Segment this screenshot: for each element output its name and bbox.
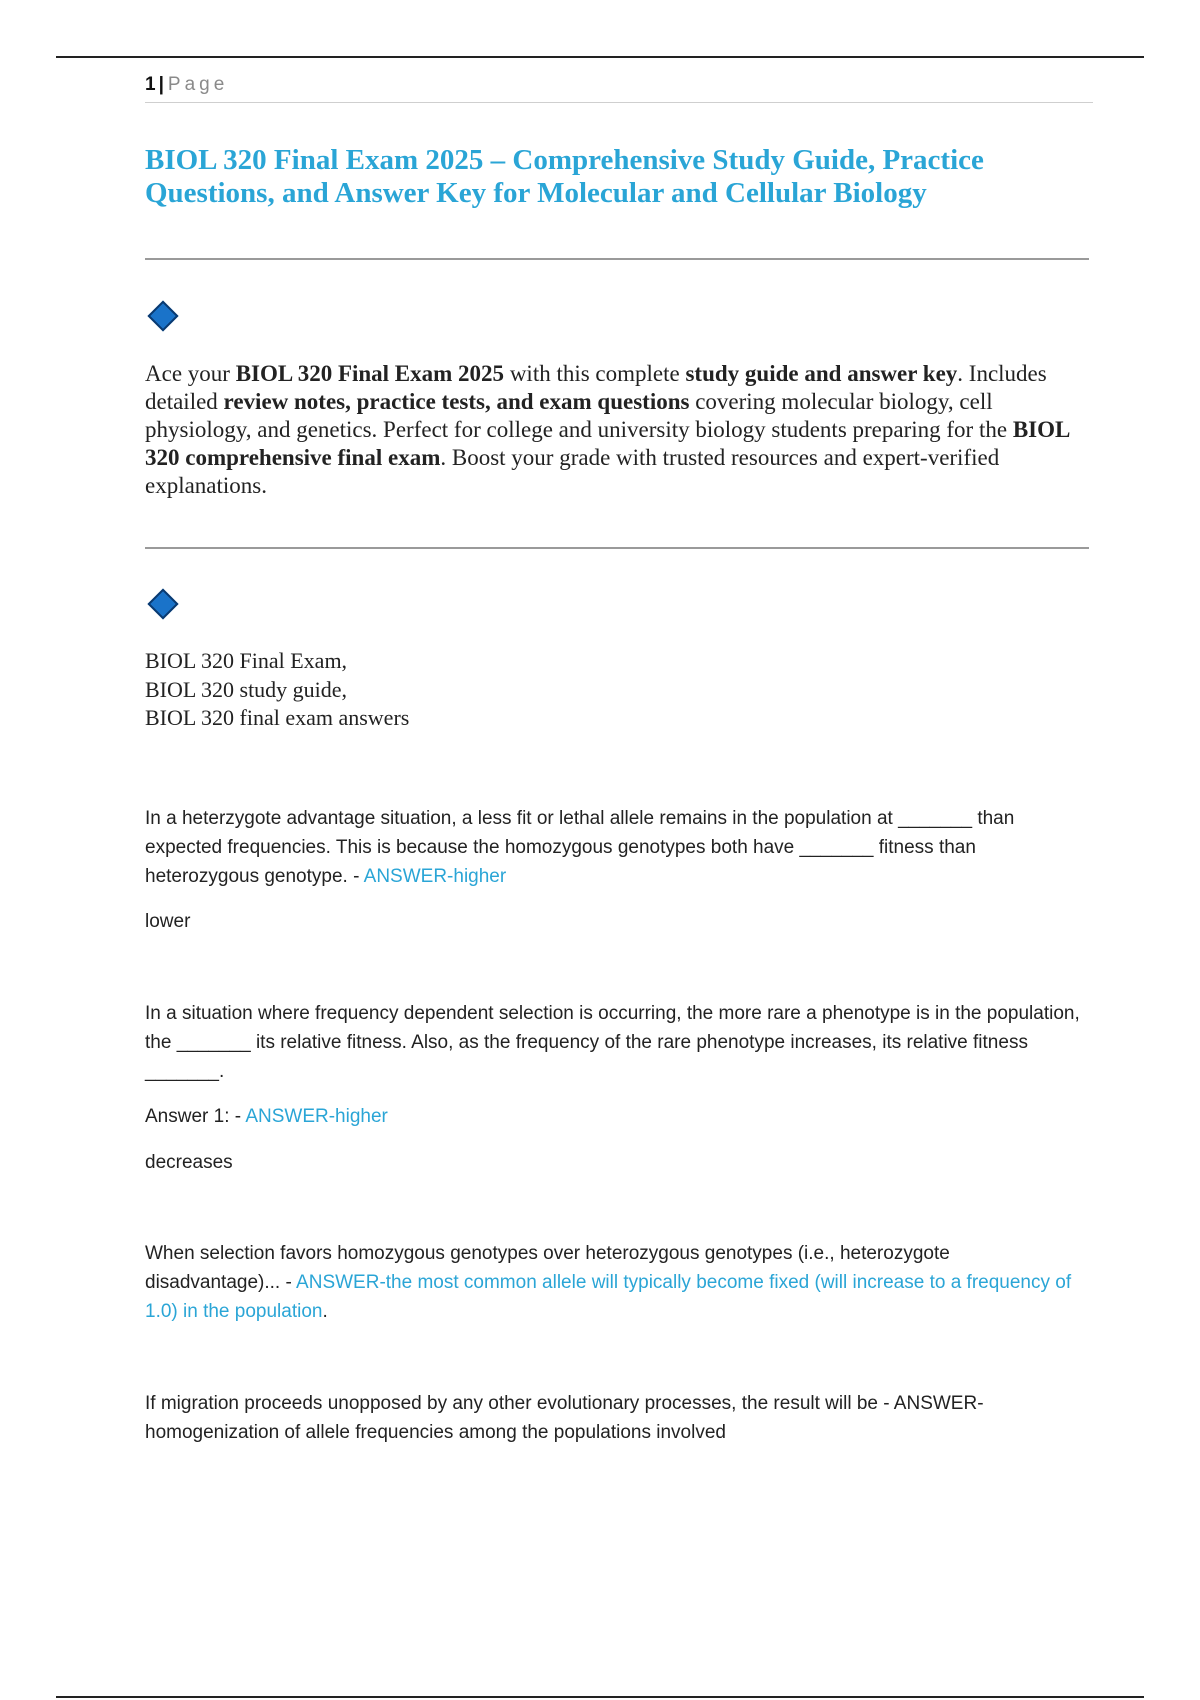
document-title: BIOL 320 Final Exam 2025 – Comprehensive Study Guide, Practice Questions, and Answer Key for Molecular and Cellular Biology [145,144,984,209]
intro-text: . Includes detailed [145,361,1047,414]
question-text: When selection favors homozygous genotypes over heterozygous genotypes (i.e., heterozygote disadvantage)... - [145,1243,950,1293]
answer-text: ANSWER-the most common allele will typically become fixed (will increase to a frequency of 1.0) in the population [145,1272,1072,1322]
page-separator: | [158,74,164,95]
question-text: In a heterzygote advantage situation, a less fit or lethal allele remains in the population at _______ than expected frequencies. This is because the homozygous genotypes both have _______ fitness than heterozygous genotype. - [145,808,1015,887]
page-top-border [56,56,1144,58]
answer-text: ANSWER-higher [363,866,507,887]
intro-bold: study guide and answer key [685,361,958,386]
page-header [145,74,1093,103]
keyword-list [145,647,1045,733]
page-bottom-border [56,1696,1144,1698]
page-label: Page [167,74,229,95]
keyword-item: BIOL 320 Final Exam, [145,648,348,673]
question-1-followup: lower [145,911,191,932]
diamond-bullet-icon [147,588,178,619]
page-number: 1 [145,74,156,95]
intro-text: . Boost your grade with trusted resources and expert-verified explanations. [145,445,1000,498]
intro-bold: BIOL 320 Final Exam 2025 [235,361,505,386]
keyword-item: BIOL 320 study guide, [145,676,348,702]
intro-text: covering molecular biology, cell physiology, and genetics. Perfect for college and university biology students preparing for the [145,389,1013,442]
question-1 [145,804,1085,891]
intro-text: with this complete [504,361,686,386]
question-4: If migration proceeds unopposed by any other evolutionary processes, the result will be - ANSWER-homogenization of allele frequencies among the populations involved [145,1393,984,1443]
divider-2 [145,547,1089,549]
intro-bold: BIOL 320 comprehensive final exam [145,417,1070,470]
intro-bold: review notes, practice tests, and exam questions [223,389,690,414]
question-2-answer [145,1102,1085,1131]
intro-paragraph [145,360,1090,500]
question-2-followup: decreases [145,1152,233,1173]
question-2: In a situation where frequency dependent selection is occurring, the more rare a phenotype is in the population, the _______ its relative fitness. Also, as the frequency of the rare phenotype increases, its relative fitness _______. [145,1003,1080,1082]
answer-suffix: . [322,1301,328,1322]
answer-text: ANSWER-higher [245,1106,388,1127]
divider-1 [145,258,1089,260]
keyword-item: BIOL 320 final exam answers [145,705,410,730]
diamond-bullet-icon [147,300,178,331]
intro-text: Ace your [145,361,236,386]
question-3 [145,1239,1085,1326]
answer-prefix: Answer 1: - [145,1106,246,1127]
